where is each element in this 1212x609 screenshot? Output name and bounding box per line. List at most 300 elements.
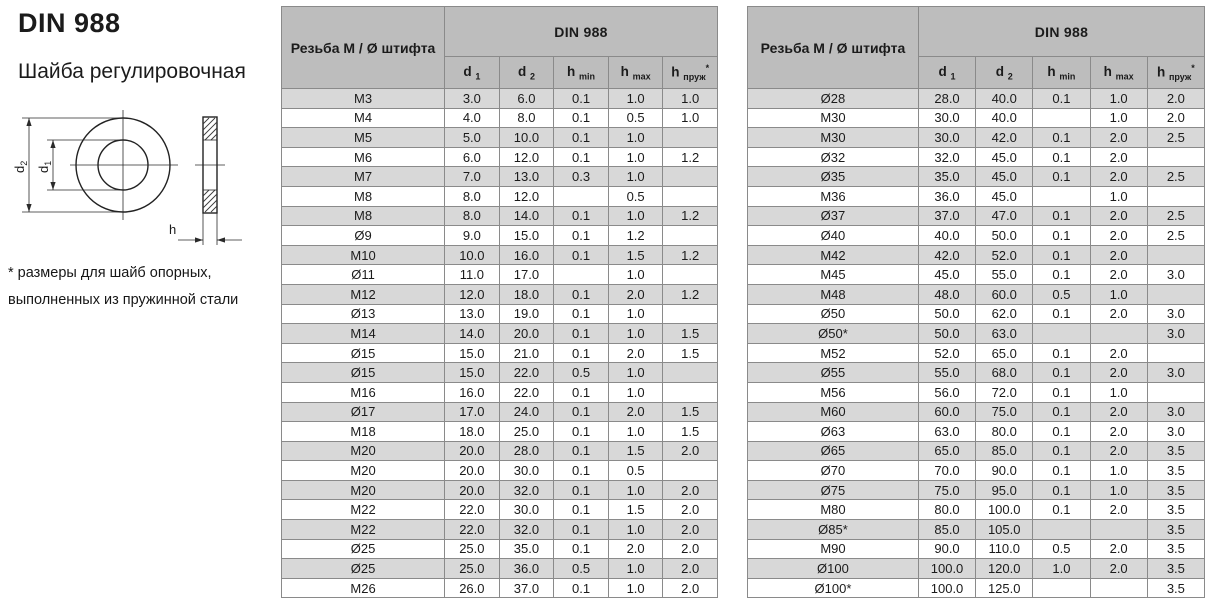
- value-cell: 1.0: [1090, 89, 1147, 109]
- size-label-cell: M30: [748, 108, 919, 128]
- value-cell: 1.2: [663, 245, 718, 265]
- value-cell: 55.0: [976, 265, 1033, 285]
- value-cell: 3.5: [1147, 461, 1204, 481]
- footnote: [8, 260, 238, 314]
- column-subscript: min: [1059, 71, 1076, 82]
- column-superscript: *: [705, 62, 710, 73]
- value-cell: 56.0: [918, 382, 975, 402]
- value-cell: [554, 265, 609, 285]
- size-label-cell: M52: [748, 343, 919, 363]
- value-cell: 2.5: [1147, 128, 1204, 148]
- footnote-line-1: * размеры для шайб опорных,: [8, 265, 212, 281]
- value-cell: 65.0: [918, 441, 975, 461]
- value-cell: 2.0: [1090, 559, 1147, 579]
- value-cell: 3.0: [1147, 304, 1204, 324]
- table-row: [748, 559, 1205, 579]
- value-cell: 1.0: [608, 520, 663, 540]
- value-cell: 8.0: [445, 186, 500, 206]
- value-cell: 1.0: [663, 89, 718, 109]
- value-cell: 2.0: [1147, 108, 1204, 128]
- value-cell: 36.0: [918, 186, 975, 206]
- size-label-cell: Ø37: [748, 206, 919, 226]
- value-cell: 3.0: [1147, 265, 1204, 285]
- value-cell: 50.0: [976, 226, 1033, 246]
- value-cell: 3.5: [1147, 520, 1204, 540]
- value-cell: 0.1: [1033, 402, 1090, 422]
- column-header: d $_2$: [976, 57, 1033, 89]
- value-cell: 1.0: [608, 422, 663, 442]
- column-header: d $_1$: [918, 57, 975, 89]
- corner-header: Резьба М / Ø штифта: [748, 7, 919, 89]
- value-cell: 0.1: [554, 500, 609, 520]
- value-cell: 2.0: [663, 500, 718, 520]
- value-cell: 0.1: [554, 324, 609, 344]
- value-cell: 2.0: [1090, 304, 1147, 324]
- column-subscript: 2: [1007, 71, 1013, 82]
- value-cell: 1.5: [663, 343, 718, 363]
- value-cell: 2.0: [608, 343, 663, 363]
- size-label-cell: Ø63: [748, 422, 919, 442]
- value-cell: [1147, 343, 1204, 363]
- size-label-cell: M22: [282, 520, 445, 540]
- value-cell: 0.1: [554, 128, 609, 148]
- size-label-cell: M8: [282, 206, 445, 226]
- table-row: [282, 304, 718, 324]
- size-label-cell: Ø13: [282, 304, 445, 324]
- size-label-cell: M16: [282, 382, 445, 402]
- size-label-cell: M20: [282, 480, 445, 500]
- table-row: [748, 167, 1205, 187]
- table-row: [282, 265, 718, 285]
- table-row: [282, 186, 718, 206]
- value-cell: [663, 186, 718, 206]
- spec-table-left: [281, 6, 718, 598]
- value-cell: 1.5: [608, 500, 663, 520]
- value-cell: 1.0: [663, 108, 718, 128]
- value-cell: 85.0: [918, 520, 975, 540]
- value-cell: 2.0: [608, 539, 663, 559]
- value-cell: 0.1: [554, 461, 609, 481]
- value-cell: 0.1: [554, 245, 609, 265]
- value-cell: 35.0: [918, 167, 975, 187]
- size-label-cell: Ø50*: [748, 324, 919, 344]
- value-cell: 19.0: [499, 304, 554, 324]
- dimension-label-h: h: [169, 222, 177, 237]
- value-cell: 25.0: [445, 539, 500, 559]
- value-cell: 2.0: [1090, 128, 1147, 148]
- value-cell: 45.0: [976, 186, 1033, 206]
- table-row: [748, 382, 1205, 402]
- value-cell: 26.0: [445, 578, 500, 598]
- value-cell: [554, 186, 609, 206]
- value-cell: 22.0: [499, 363, 554, 383]
- value-cell: 3.5: [1147, 559, 1204, 579]
- value-cell: 85.0: [976, 441, 1033, 461]
- value-cell: 2.0: [1090, 422, 1147, 442]
- header-group-row: [282, 7, 718, 57]
- size-label-cell: Ø15: [282, 343, 445, 363]
- value-cell: 30.0: [918, 108, 975, 128]
- value-cell: 22.0: [499, 382, 554, 402]
- value-cell: 0.1: [1033, 461, 1090, 481]
- table-row: [748, 480, 1205, 500]
- value-cell: 65.0: [976, 343, 1033, 363]
- value-cell: 1.0: [1090, 480, 1147, 500]
- value-cell: 1.5: [663, 422, 718, 442]
- column-subscript: 1: [950, 71, 956, 82]
- value-cell: 0.1: [1033, 363, 1090, 383]
- column-header: h $_{min}$: [554, 57, 609, 89]
- value-cell: 0.1: [554, 539, 609, 559]
- table-row: [748, 441, 1205, 461]
- table-row: [282, 539, 718, 559]
- value-cell: 1.0: [1090, 186, 1147, 206]
- table-row: [282, 128, 718, 148]
- value-cell: [1033, 520, 1090, 540]
- value-cell: 2.5: [1147, 167, 1204, 187]
- table-row: [748, 245, 1205, 265]
- size-label-cell: Ø75: [748, 480, 919, 500]
- value-cell: 18.0: [499, 284, 554, 304]
- value-cell: 2.0: [608, 402, 663, 422]
- value-cell: 0.1: [554, 402, 609, 422]
- value-cell: 30.0: [918, 128, 975, 148]
- value-cell: 2.0: [1090, 245, 1147, 265]
- value-cell: 3.0: [1147, 324, 1204, 344]
- column-header: d $_1$: [445, 57, 500, 89]
- value-cell: [1033, 578, 1090, 598]
- table-row: [748, 89, 1205, 109]
- value-cell: 32.0: [918, 147, 975, 167]
- group-header: DIN 988: [918, 7, 1204, 57]
- table-row: [282, 422, 718, 442]
- value-cell: 30.0: [499, 500, 554, 520]
- value-cell: 20.0: [445, 441, 500, 461]
- value-cell: 3.0: [1147, 363, 1204, 383]
- value-cell: 100.0: [918, 578, 975, 598]
- table-row: [748, 520, 1205, 540]
- value-cell: 2.0: [1090, 147, 1147, 167]
- value-cell: 5.0: [445, 128, 500, 148]
- value-cell: 45.0: [976, 167, 1033, 187]
- value-cell: 18.0: [445, 422, 500, 442]
- value-cell: 1.5: [608, 441, 663, 461]
- size-label-cell: M5: [282, 128, 445, 148]
- table-row: [282, 108, 718, 128]
- value-cell: 16.0: [445, 382, 500, 402]
- value-cell: 80.0: [976, 422, 1033, 442]
- size-label-cell: Ø9: [282, 226, 445, 246]
- table-row: [282, 441, 718, 461]
- value-cell: [1147, 147, 1204, 167]
- table-row: [282, 559, 718, 579]
- value-cell: [1147, 382, 1204, 402]
- value-cell: [1090, 520, 1147, 540]
- value-cell: 1.2: [663, 147, 718, 167]
- column-superscript: *: [1191, 62, 1195, 73]
- size-label-cell: Ø65: [748, 441, 919, 461]
- washer-front-view: [70, 110, 178, 220]
- value-cell: 2.0: [1090, 539, 1147, 559]
- size-label-cell: M36: [748, 186, 919, 206]
- value-cell: 0.1: [554, 422, 609, 442]
- value-cell: [1033, 324, 1090, 344]
- din988-table: [281, 6, 718, 598]
- value-cell: 2.0: [1090, 500, 1147, 520]
- table-row: [748, 500, 1205, 520]
- value-cell: 100.0: [918, 559, 975, 579]
- value-cell: 0.1: [1033, 343, 1090, 363]
- value-cell: 0.1: [1033, 89, 1090, 109]
- table-row: [748, 402, 1205, 422]
- value-cell: [1033, 186, 1090, 206]
- value-cell: 0.1: [1033, 245, 1090, 265]
- table-row: [748, 226, 1205, 246]
- table-row: [282, 284, 718, 304]
- value-cell: 8.0: [499, 108, 554, 128]
- value-cell: 22.0: [445, 500, 500, 520]
- value-cell: 0.5: [554, 559, 609, 579]
- value-cell: 0.5: [1033, 539, 1090, 559]
- value-cell: 40.0: [976, 89, 1033, 109]
- value-cell: 2.0: [1090, 226, 1147, 246]
- value-cell: 25.0: [499, 422, 554, 442]
- value-cell: 0.1: [554, 206, 609, 226]
- dimension-h: [169, 213, 242, 245]
- size-label-cell: Ø15: [282, 363, 445, 383]
- value-cell: 1.0: [1090, 382, 1147, 402]
- value-cell: 20.0: [499, 324, 554, 344]
- value-cell: 37.0: [918, 206, 975, 226]
- value-cell: 60.0: [918, 402, 975, 422]
- size-label-cell: M26: [282, 578, 445, 598]
- column-header: h $_{max}$: [608, 57, 663, 89]
- value-cell: [663, 304, 718, 324]
- value-cell: 10.0: [499, 128, 554, 148]
- value-cell: 3.0: [1147, 402, 1204, 422]
- value-cell: 52.0: [976, 245, 1033, 265]
- value-cell: 0.5: [608, 461, 663, 481]
- value-cell: [1147, 245, 1204, 265]
- size-label-cell: M12: [282, 284, 445, 304]
- value-cell: 50.0: [918, 324, 975, 344]
- table-row: [748, 539, 1205, 559]
- value-cell: 40.0: [976, 108, 1033, 128]
- value-cell: 14.0: [499, 206, 554, 226]
- value-cell: [1090, 578, 1147, 598]
- value-cell: 1.0: [608, 363, 663, 383]
- group-header: DIN 988: [445, 7, 718, 57]
- value-cell: 0.1: [1033, 147, 1090, 167]
- dimension-label-d1: $d_1$: [36, 160, 53, 173]
- value-cell: 35.0: [499, 539, 554, 559]
- value-cell: 105.0: [976, 520, 1033, 540]
- table-row: [282, 226, 718, 246]
- value-cell: 0.1: [1033, 441, 1090, 461]
- value-cell: 42.0: [918, 245, 975, 265]
- table-row: [748, 284, 1205, 304]
- size-label-cell: Ø70: [748, 461, 919, 481]
- size-label-cell: Ø25: [282, 559, 445, 579]
- value-cell: [1090, 324, 1147, 344]
- size-label-cell: Ø55: [748, 363, 919, 383]
- value-cell: 0.1: [1033, 422, 1090, 442]
- value-cell: 50.0: [918, 304, 975, 324]
- value-cell: 9.0: [445, 226, 500, 246]
- column-header: h $_{пруж}$*: [1147, 57, 1204, 89]
- value-cell: 2.0: [1090, 265, 1147, 285]
- column-subscript: пруж: [683, 72, 706, 83]
- corner-header: Резьба М / Ø штифта: [282, 7, 445, 89]
- washer-side-view: [195, 117, 225, 213]
- value-cell: 45.0: [976, 147, 1033, 167]
- value-cell: 30.0: [499, 461, 554, 481]
- column-header: d $_2$: [499, 57, 554, 89]
- value-cell: [663, 226, 718, 246]
- column-subscript: 1: [475, 71, 481, 82]
- value-cell: 1.5: [663, 402, 718, 422]
- value-cell: 0.1: [554, 304, 609, 324]
- value-cell: 72.0: [976, 382, 1033, 402]
- value-cell: 40.0: [918, 226, 975, 246]
- value-cell: 15.0: [499, 226, 554, 246]
- value-cell: 2.0: [1147, 89, 1204, 109]
- size-label-cell: Ø17: [282, 402, 445, 422]
- value-cell: 0.1: [554, 147, 609, 167]
- value-cell: 0.1: [554, 89, 609, 109]
- size-label-cell: M20: [282, 461, 445, 481]
- value-cell: 2.0: [1090, 167, 1147, 187]
- value-cell: 17.0: [445, 402, 500, 422]
- footnote-line-2: выполненных из пружинной стали: [8, 291, 239, 308]
- value-cell: 10.0: [445, 245, 500, 265]
- value-cell: 1.0: [608, 324, 663, 344]
- column-header: h $_{min}$: [1033, 57, 1090, 89]
- value-cell: 95.0: [976, 480, 1033, 500]
- value-cell: 1.0: [608, 480, 663, 500]
- value-cell: 0.1: [1033, 480, 1090, 500]
- value-cell: 0.5: [608, 108, 663, 128]
- table-row: [748, 186, 1205, 206]
- value-cell: 2.5: [1147, 206, 1204, 226]
- table-row: [282, 461, 718, 481]
- value-cell: 0.1: [554, 382, 609, 402]
- value-cell: 2.0: [608, 284, 663, 304]
- value-cell: 0.1: [554, 520, 609, 540]
- value-cell: [663, 363, 718, 383]
- value-cell: 125.0: [976, 578, 1033, 598]
- value-cell: 75.0: [918, 480, 975, 500]
- size-label-cell: M90: [748, 539, 919, 559]
- value-cell: 2.0: [663, 520, 718, 540]
- value-cell: 120.0: [976, 559, 1033, 579]
- table-row: [282, 167, 718, 187]
- dimension-label-d2: $d_2$: [12, 160, 29, 173]
- size-label-cell: M10: [282, 245, 445, 265]
- value-cell: 100.0: [976, 500, 1033, 520]
- value-cell: 28.0: [499, 441, 554, 461]
- value-cell: 1.0: [608, 147, 663, 167]
- table-row: [282, 363, 718, 383]
- size-label-cell: M22: [282, 500, 445, 520]
- column-subscript: пруж: [1168, 72, 1192, 83]
- value-cell: 2.0: [1090, 206, 1147, 226]
- washer-technical-drawing: [0, 103, 250, 255]
- size-label-cell: M14: [282, 324, 445, 344]
- size-label-cell: Ø50: [748, 304, 919, 324]
- table-row: [282, 578, 718, 598]
- value-cell: [663, 167, 718, 187]
- value-cell: [1147, 186, 1204, 206]
- table-row: [748, 578, 1205, 598]
- value-cell: 0.1: [1033, 128, 1090, 148]
- value-cell: 0.1: [1033, 265, 1090, 285]
- value-cell: 47.0: [976, 206, 1033, 226]
- value-cell: 1.0: [608, 265, 663, 285]
- value-cell: 0.1: [1033, 167, 1090, 187]
- column-subscript: 2: [529, 71, 535, 82]
- value-cell: 60.0: [976, 284, 1033, 304]
- value-cell: 55.0: [918, 363, 975, 383]
- value-cell: 0.1: [554, 284, 609, 304]
- value-cell: 0.1: [1033, 382, 1090, 402]
- value-cell: 0.1: [554, 226, 609, 246]
- value-cell: 2.0: [663, 578, 718, 598]
- value-cell: 6.0: [445, 147, 500, 167]
- value-cell: 2.0: [663, 539, 718, 559]
- value-cell: 24.0: [499, 402, 554, 422]
- value-cell: 70.0: [918, 461, 975, 481]
- value-cell: 0.5: [554, 363, 609, 383]
- column-header: h $_{max}$: [1090, 57, 1147, 89]
- value-cell: [663, 265, 718, 285]
- value-cell: 1.0: [608, 167, 663, 187]
- size-label-cell: M45: [748, 265, 919, 285]
- table-row: [748, 265, 1205, 285]
- value-cell: 1.0: [608, 128, 663, 148]
- table-row: [748, 422, 1205, 442]
- value-cell: 1.5: [608, 245, 663, 265]
- value-cell: 0.1: [554, 343, 609, 363]
- size-label-cell: M18: [282, 422, 445, 442]
- value-cell: 1.0: [608, 304, 663, 324]
- table-row: [748, 147, 1205, 167]
- value-cell: 1.2: [608, 226, 663, 246]
- value-cell: 2.0: [1090, 441, 1147, 461]
- value-cell: 15.0: [445, 343, 500, 363]
- table-row: [282, 520, 718, 540]
- value-cell: 13.0: [499, 167, 554, 187]
- value-cell: 2.0: [663, 559, 718, 579]
- size-label-cell: M20: [282, 441, 445, 461]
- value-cell: 1.0: [1033, 559, 1090, 579]
- value-cell: 1.0: [608, 578, 663, 598]
- value-cell: 1.0: [1090, 108, 1147, 128]
- value-cell: 4.0: [445, 108, 500, 128]
- column-header: h $_{пруж}$*: [663, 57, 718, 89]
- value-cell: 17.0: [499, 265, 554, 285]
- value-cell: 2.0: [663, 480, 718, 500]
- value-cell: 2.0: [1090, 343, 1147, 363]
- value-cell: 25.0: [445, 559, 500, 579]
- value-cell: [1147, 284, 1204, 304]
- value-cell: [663, 461, 718, 481]
- table-row: [748, 461, 1205, 481]
- size-label-cell: M48: [748, 284, 919, 304]
- value-cell: 52.0: [918, 343, 975, 363]
- value-cell: 75.0: [976, 402, 1033, 422]
- table-row: [282, 147, 718, 167]
